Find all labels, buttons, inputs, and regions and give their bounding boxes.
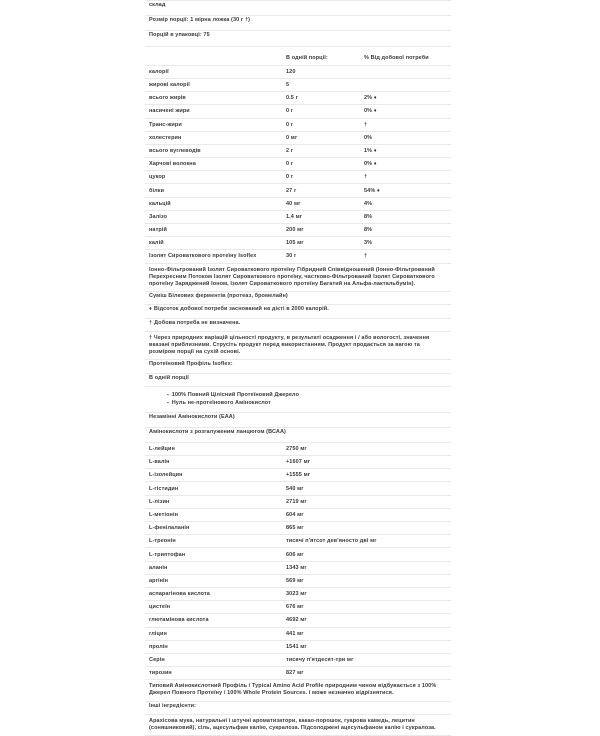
intro-row (145, 16, 451, 31)
amino-row (145, 443, 451, 456)
nutrient-percent: 3% (364, 240, 373, 247)
protein-profile-title-row (145, 360, 451, 373)
amino-row (145, 548, 451, 561)
nutrient-label: натрій (149, 227, 167, 234)
amino-value: 4692 мг (286, 617, 307, 624)
nutrient-percent: 0% (364, 134, 373, 141)
nutrient-percent: 54% ♦ (364, 187, 380, 194)
profile-bullet-text: Нуль не-протеїнового Амінокислот (171, 400, 271, 407)
footnote-row (145, 319, 451, 332)
nutrient-percent: 8% (364, 227, 373, 234)
amino-row (145, 614, 451, 627)
other-ingredients-paragraph: Арахісова мука, натуральні і штучні ароматизатори, какао-порошок, гуарова камедь, лецитин (соняшниковий), сіль, ацесульфам калію, сукралоза. Підсолоджені ацесульфаном калію і сукралоза. (145, 715, 451, 736)
other-ingredients-title-row (145, 702, 451, 715)
footnotes (145, 305, 451, 331)
amino-value: тисячу п'ятдесят-три мг (286, 657, 354, 663)
nutrient-row (145, 145, 451, 158)
amino-row (145, 496, 451, 509)
amino-label: аспарагінова кислота (149, 591, 210, 598)
nutrient-row (145, 66, 451, 79)
nutrient-percent: 8% (364, 213, 373, 220)
intro-rows (145, 1, 451, 47)
nutrient-table (145, 66, 451, 264)
nutrient-label: Залізо (149, 213, 168, 220)
supplement-facts-panel (145, 0, 451, 736)
nutrient-value: 0 г (286, 121, 294, 128)
amino-row (145, 628, 451, 641)
header-per-serving: В одній порції: (286, 54, 328, 61)
protein-profile-title: Протеїновий Профіль Isoflex: (149, 361, 233, 368)
table-header-row (145, 47, 451, 66)
footnote-marker-icon: † (149, 319, 153, 326)
amino-row (145, 641, 451, 654)
nutrient-percent: † (364, 253, 368, 260)
nutrient-row (145, 158, 451, 171)
variance-paragraph: † Через природних варіацій цільності продукту, в результаті осадження і / або вологості, значення вказані приблизними. Струсіть продукт перед використанням. Продукт продається за вагою та розміром порції на сухій основі. (145, 332, 451, 361)
amino-label: L-треонін (149, 538, 176, 545)
nutrient-label: Ізолят Сироваткового протеїну Isoflex (149, 253, 257, 260)
nutrient-row (145, 184, 451, 197)
nutrient-label: холестерин (149, 134, 182, 141)
header-daily-value: % Від добової потреби (364, 54, 429, 61)
amino-label: гліцин (149, 630, 167, 637)
amino-value: +1607 мг (286, 459, 311, 466)
nutrient-percent: 2% ♦ (364, 95, 377, 102)
nutrient-label: жирові калорії (149, 82, 190, 89)
nutrient-label: кальцій (149, 200, 171, 207)
amino-value: 441 мг (286, 630, 304, 637)
amino-row (145, 667, 451, 680)
amino-row (145, 654, 451, 667)
nutrient-row (145, 92, 451, 105)
nutrient-percent: † (364, 121, 368, 128)
footnote-text: Відсоток добової потреби заснований на дієті в 2000 калорій. (153, 306, 329, 313)
enzyme-blend-row (145, 292, 451, 305)
amino-value: 827 мг (286, 670, 304, 677)
amino-value: 1343 мг (286, 564, 307, 571)
intro-row-text: Порцій в упаковці: 75 (149, 32, 210, 39)
amino-label: Серін (149, 657, 165, 663)
nutrient-percent: 4% (364, 200, 373, 207)
amino-value: 606 мг (286, 551, 304, 558)
nutrient-percent: † (364, 174, 368, 181)
amino-row (145, 562, 451, 575)
amino-label: глютамінова кислота (149, 617, 209, 624)
amino-label: L-гістидин (149, 485, 179, 492)
amino-table (145, 443, 451, 680)
typical-profile-note: Типовий Амінокислотний Профіль / Typical Amino Acid Profile природним чином відбувається з 100% Джерел Повного Протеїну / 100% Whole Protein Sources. і може незначно відрізнятися. (145, 680, 451, 701)
amino-header-text: Амінокислоти з розгалуженим ланцюгом (ВСАА) (149, 428, 286, 435)
amino-row (145, 522, 451, 535)
nutrient-percent: 1% ♦ (364, 147, 377, 154)
nutrient-percent: 0% ♦ (364, 108, 377, 115)
nutrient-value: 5 (286, 82, 290, 89)
nutrient-row (145, 237, 451, 250)
amino-label: аланін (149, 564, 168, 571)
nutrient-percent: 0% ♦ (364, 161, 377, 168)
intro-row (145, 31, 451, 46)
footnote-marker-icon: ♦ (149, 306, 152, 313)
nutrient-value: 2 г (286, 147, 294, 154)
amino-label: L-лейцин (149, 446, 175, 452)
nutrient-row (145, 250, 451, 263)
nutrient-value: 40 мг (286, 200, 301, 207)
enzyme-blend-text: Суміш Білкових ферментів (протеаз, бромелайн) (149, 293, 288, 300)
profile-bullet (167, 391, 451, 399)
protein-blend-paragraph: Іонно-Фільтрований Ізолят Сироваткового протеїну Гібридний Співвідношений (Іонно-Фільтрований Перехресним Потоком Ізолят Сироваткового протеїну, частково-Фільтрований Ізолят Сироваткового протеїну Заряджений Іоном, Ізолят Сироваткового протеїну Багатий на Альфа-лактальбумін). (145, 264, 451, 293)
per-serving-row (145, 374, 451, 387)
nutrient-value: 0.5 г (286, 95, 298, 102)
nutrient-value: 1.4 мг (286, 213, 303, 220)
amino-row (145, 456, 451, 469)
other-ingredients-title: Інші інгредієнти: (149, 702, 197, 709)
amino-label: L-лізин (149, 498, 170, 505)
per-serving-text: В одній порції (149, 374, 189, 381)
nutrient-row (145, 198, 451, 211)
amino-value: 540 мг (286, 485, 304, 492)
nutrient-value: 0 г (286, 174, 294, 181)
amino-row (145, 601, 451, 614)
nutrient-row (145, 79, 451, 92)
nutrient-row (145, 119, 451, 132)
nutrient-value: 0 г (286, 161, 294, 168)
amino-section-headers (145, 413, 451, 443)
nutrient-label: калорії (149, 68, 169, 75)
nutrient-label: всього жирів (149, 95, 186, 102)
amino-label: L-метіонін (149, 511, 178, 518)
amino-value: 2719 мг (286, 498, 307, 505)
bullet-icon: ▪ (167, 391, 169, 397)
nutrient-label: всього вуглеводів (149, 147, 201, 154)
amino-row (145, 469, 451, 482)
nutrient-value: 120 (286, 68, 296, 75)
nutrient-row (145, 105, 451, 118)
nutrient-label: Харчові волокна (149, 161, 196, 168)
amino-value: 865 мг (286, 525, 304, 532)
amino-header-row (145, 413, 451, 428)
nutrient-label: насичені жири (149, 108, 190, 115)
nutrient-row (145, 171, 451, 184)
amino-value: 569 мг (286, 577, 304, 584)
nutrient-value: 0 г (286, 108, 294, 115)
amino-row (145, 588, 451, 601)
amino-label: аргінін (149, 577, 169, 584)
amino-value: тисячі п'ятсот дев'яносто дві мг (286, 538, 377, 545)
nutrient-row (145, 224, 451, 237)
footnote-row (145, 305, 451, 318)
amino-value: 1541 мг (286, 643, 307, 650)
amino-row (145, 482, 451, 495)
nutrient-label: Транс-жири (149, 121, 182, 128)
amino-label: тирозин (149, 670, 172, 677)
nutrient-label: цукор (149, 174, 166, 181)
amino-value: 676 мг (286, 604, 304, 611)
nutrient-label: білки (149, 187, 165, 194)
nutrient-value: 27 г (286, 187, 297, 194)
amino-label: L-ізолейцин (149, 472, 183, 479)
nutrient-value: 200 мг (286, 227, 304, 234)
amino-value: 2750 мг (286, 446, 307, 452)
footnote-text: Добова потреба не визначена. (154, 319, 241, 326)
amino-row (145, 535, 451, 548)
amino-label: L-валін (149, 459, 170, 466)
intro-row (145, 1, 451, 16)
profile-bullet (167, 399, 451, 407)
amino-label: пролін (149, 643, 168, 650)
amino-row (145, 509, 451, 522)
bullet-icon: ▪ (167, 400, 169, 406)
amino-label: L-триптофан (149, 551, 186, 558)
amino-row (145, 575, 451, 588)
nutrient-value: 105 мг (286, 240, 304, 247)
amino-value: 3023 мг (286, 591, 307, 598)
intro-row-text: Розмір порції: 1 мірна ложка (30 г †) (149, 17, 251, 24)
amino-header-row (145, 428, 451, 443)
nutrient-value: 30 г (286, 253, 297, 260)
amino-header-text: Незамінні Амінокислоти (ЕАА) (149, 413, 235, 420)
amino-label: цистеїн (149, 604, 171, 611)
nutrient-value: 0 мг (286, 134, 298, 141)
nutrient-row (145, 211, 451, 224)
profile-bullet-text: 100% Повний Цілісний Протеїновий Джерело (171, 391, 300, 398)
amino-label: L-фенілаланін (149, 525, 190, 532)
profile-bullet-list (145, 387, 451, 413)
intro-row-text: склад (149, 2, 166, 8)
nutrient-label: калій (149, 240, 164, 247)
amino-value: 604 мг (286, 511, 304, 518)
amino-value: +1555 мг (286, 472, 311, 479)
nutrient-row (145, 132, 451, 145)
